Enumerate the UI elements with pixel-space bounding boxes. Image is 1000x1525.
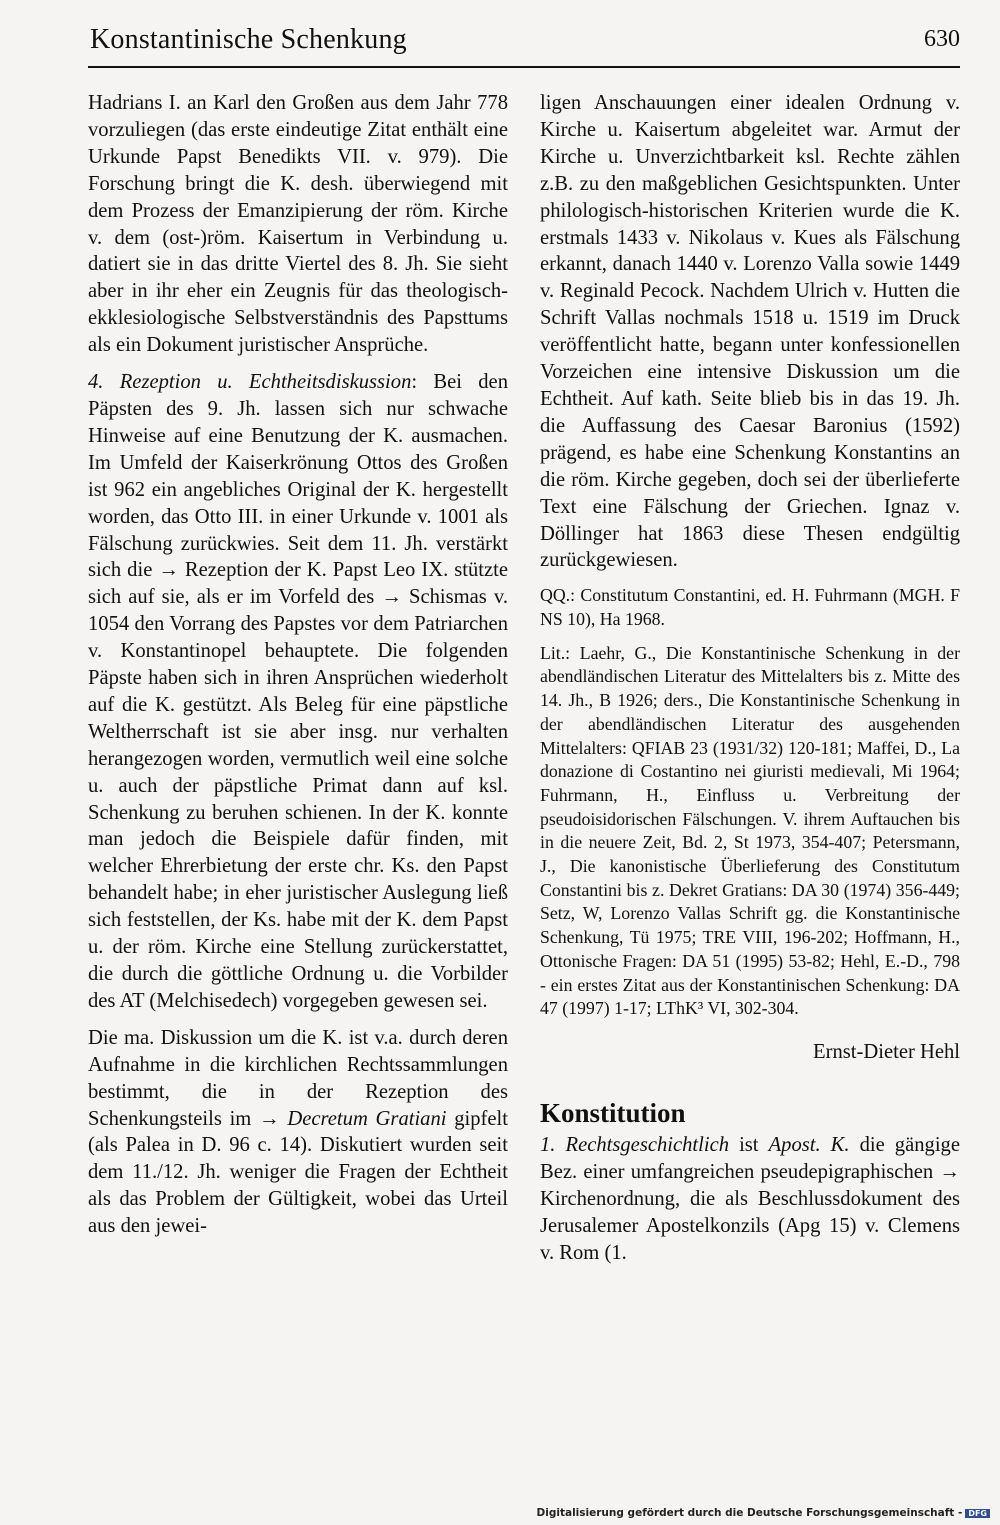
section-heading: 1. Rechtsgeschichtlich [540, 1133, 730, 1156]
dfg-logo: DFG [965, 1509, 990, 1518]
left-column [88, 90, 508, 1240]
paragraph [540, 1132, 960, 1267]
italic-term: Apost. K. [768, 1133, 850, 1156]
paragraph-text: : Bei den Päpsten des 9. Jh. lassen sich nur schwache Hinweise auf eine Benutzung der K. ausmachen. Im Umfeld der Kaiserkrönung Ottos des Großen ist 962 ein angebliches Original der K. hergestellt worden, das Otto III. in einer Urkunde v. 1001 als Fälschung zurückwies. Seit dem 11. Jh. verstärkt sich die → Rezeption der K. Papst Leo IX. stützte sich auf sie, als er im Vorfeld des → Schismas v. 1054 den Vorrang des Papstes vor dem Patriarchen v. Konstantinopel behauptete. Die folgenden Päpste haben sich in ihren Ansprüchen wiederholt auf die K. gestützt. Als Beleg für eine päpstliche Weltherrschaft ist sie aber insg. nur verhalten herangezogen worden, vermutlich weil eine solche u. auch der päpstliche Primat dann auf ksl. Schenkung zu beruhen schienen. In der K. konnte man jedoch die Beispiele dafür finden, mit welcher Ehrerbietung der erste chr. Ks. den Papst behandelt habe; in eher juristischer Auslegung ließ sich feststellen, der Ks. habe mit der K. dem Papst u. der röm. Kirche eine Stellung zurückerstattet, die durch die göttliche Ordnung u. die Vorbilder des AT (Melchisedech) vorgegeben gewesen sei. [88, 371, 508, 1012]
footer-credit [537, 1507, 990, 1519]
right-column [540, 90, 960, 1266]
paragraph-text: die gängige Bez. einer umfangreichen pseudepigraphischen → Kirchenordnung, die als Beschlussdokument des Jerusalemer Apostelkonzils (Apg 15) v. Clemens v. Rom (1. [540, 1133, 960, 1264]
literature-note: Lit.: Laehr, G., Die Konstantinische Schenkung in der abendländischen Literatur des Mittelalters bis z. Mitte des 14. Jh., B 1926; ders., Die Konstantinische Schenkung in der abendländischen Literatur des ausgehenden Mittelalters: QFIAB 23 (1931/32) 120-181; Maffei, D., La donazione di Costantino nei giuristi medievali, Mi 1964; Fuhrmann, H., Einfluss u. Verbreitung der pseudoisidorischen Fälschungen. V. ihrem Auftauchen bis in die neuere Zeit, Bd. 2, St 1973, 354-407; Petersmann, J., Die kanonistische Überlieferung des Constitutum Constantini bis z. Dekret Gratians: DA 30 (1974) 356-449; Setz, W, Lorenzo Vallas Schrift gg. die Konstantinische Schenkung, Tü 1975; TRE VIII, 196-202; Hoffmann, H., Ottonische Fragen: DA 51 (1995) 53-82; Hehl, E.-D., 798 - ein erstes Zitat aus der Konstantinischen Schenkung: DA 47 (1997) 1-17; LThK³ VI, 302-304. [540, 642, 960, 1019]
sources-note: QQ.: Constitutum Constantini, ed. H. Fuhrmann (MGH. F NS 10), Ha 1968. [540, 585, 960, 630]
paragraph [88, 369, 508, 1015]
page-number: 630 [924, 26, 960, 52]
running-title: Konstantinische Schenkung [90, 24, 407, 55]
paragraph: ligen Anschauungen einer idealen Ordnung v. Kirche u. Kaisertum abgeleitet war. Armut der Kirche u. Unverzichtbarkeit ksl. Rechte zählen z.B. zu den maßgeblichen Gesichtspunkten. Unter philologisch-historischen Kriterien wurde die K. erstmals 1433 v. Nikolaus v. Kues als Fälschung erkannt, danach 1440 v. Lorenzo Valla sowie 1449 v. Reginald Pecock. Nachdem Ulrich v. Hutten die Schrift Vallas nochmals 1518 u. 1519 im Druck veröffentlicht hatte, begann unter konfessionellen Vorzeichen eine intensive Diskussion um die Echtheit. Auf kath. Seite blieb bis in das 19. Jh. die Auffassung des Caesar Baronius (1592) prägend, es habe eine Schenkung Konstantins an die röm. Kirche gegeben, doch sei der überlieferte Text eine Fälschung der Griechen. Ignaz v. Döllinger hat 1863 diese Thesen endgültig zurückgewiesen. [540, 92, 960, 572]
paragraph [88, 1025, 508, 1240]
paragraph: Hadrians I. an Karl den Großen aus dem Jahr 778 vorzuliegen (das erste eindeutige Zitat enthält eine Urkunde Papst Benedikts VII. v. 979). Die Forschung bringt die K. desh. überwiegend mit dem Prozess der Emanzipierung der röm. Kirche v. dem (ost-)röm. Kaisertum in Verbindung u. datiert sie in das dritte Viertel des 8. Jh. Sie sieht aber in ihr eher ein Zeugnis für das theologisch-ekklesiologische Selbstverständnis des Papsttums als ein Dokument juristischer Ansprüche. [88, 92, 508, 357]
paragraph-text: ist [729, 1133, 769, 1156]
page-header [88, 22, 960, 68]
paragraph-text: Die ma. Diskussion um die K. ist v.a. durch deren Aufnahme in die kirchlichen Rechtssammlungen bestimmt, die in der Rezeption des Schenkungsteils im → [88, 1026, 508, 1130]
footer-text: Digitalisierung gefördert durch die Deutsche Forschungsgemeinschaft - [536, 1507, 963, 1519]
italic-term: Decretum Gratiani [287, 1107, 447, 1130]
entry-heading: Konstitution [540, 1097, 686, 1128]
section-heading: 4. Rezeption u. Echtheitsdiskussion [88, 371, 412, 394]
author-signature: Ernst-Dieter Hehl [813, 1040, 960, 1063]
paragraph-text: gipfelt (als Palea in D. 96 c. 14). Diskutiert wurden seit dem 11./12. Jh. weniger die Fragen der Echtheit als das Problem der Gültigkeit, wobei das Urteil aus den jewei- [88, 1107, 508, 1238]
